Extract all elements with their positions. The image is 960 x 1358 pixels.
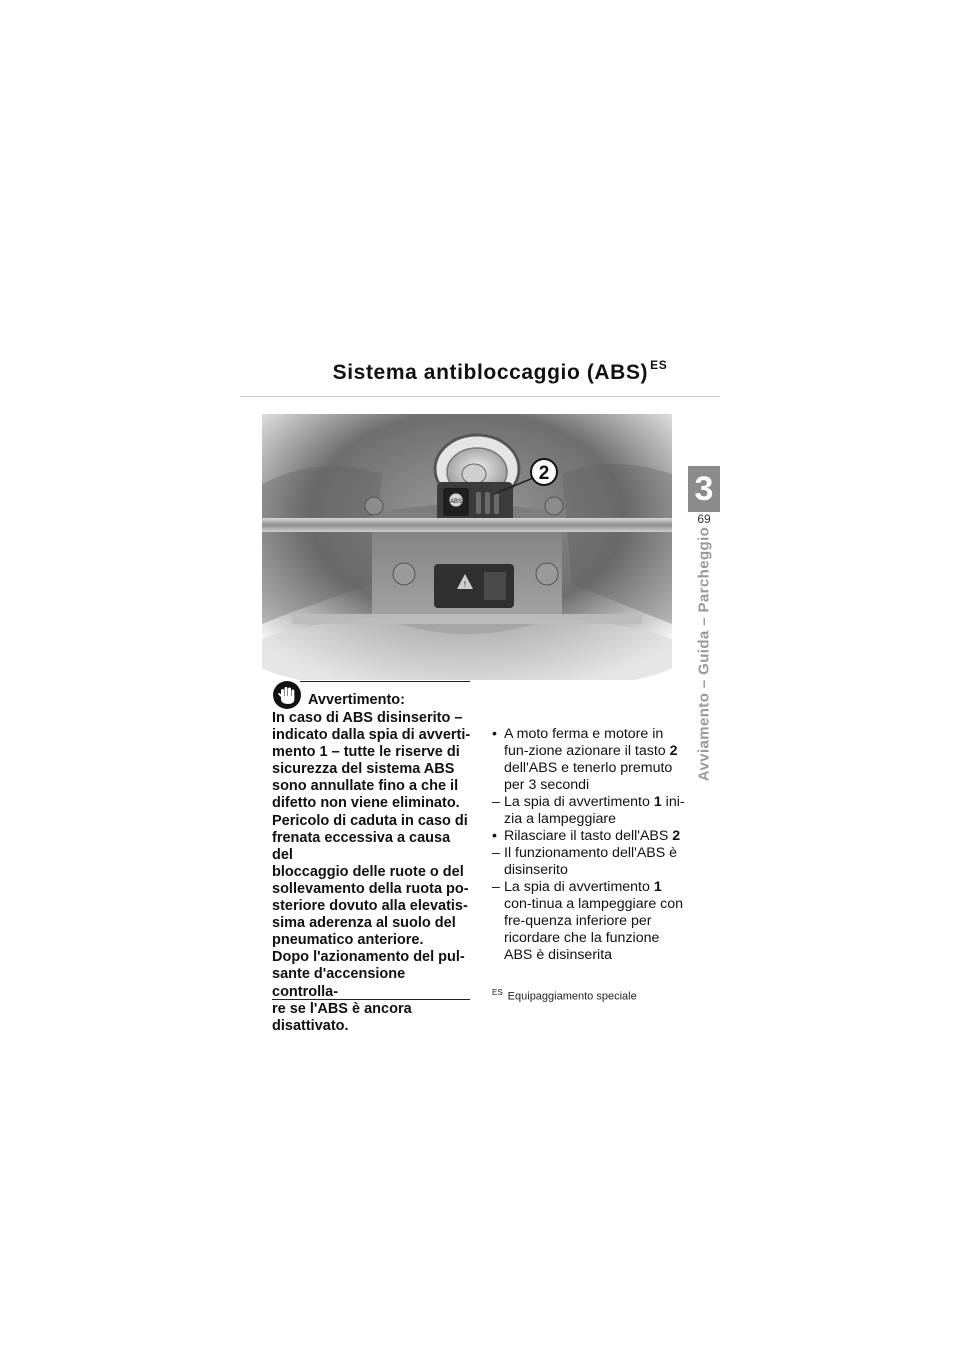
svg-text:!: ! (463, 580, 467, 589)
step-text: A moto ferma e motore in fun-zione azionare il tasto (504, 726, 670, 759)
procedure-step (492, 879, 690, 964)
procedure-step (492, 726, 690, 794)
procedure-step (492, 828, 690, 845)
warning-line: frenata eccessiva a causa del (272, 829, 451, 863)
warning-line: sima aderenza al suolo del (272, 915, 456, 932)
warning-line: steriore dovuto alla elevatis- (272, 898, 468, 915)
warning-line: In caso di ABS disinserito – (272, 710, 463, 726)
warning-line: Pericolo di caduta in caso di (272, 812, 468, 829)
warning-line: indicato dalla spia di avverti- (272, 727, 471, 744)
step-marker: – (492, 794, 500, 810)
stop-hand-icon (272, 680, 302, 710)
warning-line: mento 1 – tutte le riserve di (272, 744, 460, 761)
warning-line: sicurezza del sistema ABS (272, 761, 455, 778)
footnote-text: Equipaggiamento speciale (507, 990, 637, 1003)
step-text-continued: dell'ABS e tenerlo premuto per 3 secondi (504, 760, 673, 793)
page-number: 69 (697, 512, 711, 526)
step-reference-number: 2 (669, 743, 678, 759)
chapter-number: 3 (694, 470, 714, 508)
warning-line: pneumatico anteriore. (272, 932, 424, 949)
step-text: La spia di avvertimento (504, 794, 654, 810)
page-title (300, 360, 700, 385)
warning-line: difetto non viene eliminato. (272, 795, 460, 812)
step-marker: • (492, 828, 497, 844)
warning-bottom-rule (272, 999, 470, 1000)
warning-line: sante d'accensione controlla- (272, 966, 406, 1000)
page-title-text: Sistema antibloccaggio (ABS) (332, 361, 649, 384)
warning-line: sollevamento della ruota po- (272, 880, 469, 897)
step-reference-number: 1 (653, 794, 662, 810)
warning-body (272, 710, 472, 1035)
step-marker: – (492, 879, 500, 895)
step-text: La spia di avvertimento (504, 879, 654, 895)
callout-2: 2 (538, 463, 550, 484)
warning-line: bloccaggio delle ruote o del (272, 863, 464, 880)
title-superscript: ES (650, 358, 668, 372)
abs-switch-label: ABS (449, 499, 463, 505)
warning-line: re se l'ABS è ancora (272, 1000, 412, 1017)
handlebar-photo (262, 414, 672, 680)
side-section-label: Avviamento – Guida – Parcheggio (695, 526, 713, 782)
footnote-superscript: ES (492, 988, 503, 997)
chapter-marker (688, 466, 720, 512)
step-marker: • (492, 726, 497, 742)
step-reference-number: 1 (653, 879, 662, 895)
warning-heading: Avvertimento: (308, 692, 405, 708)
warning-line: sono annullate fino a che il (272, 778, 459, 795)
step-marker: – (492, 845, 500, 861)
step-text: Il funzionamento dell'ABS è disinserito (504, 845, 678, 878)
title-divider (240, 396, 720, 397)
step-text-continued: ini-zia a lampeggiare (504, 794, 685, 827)
warning-line: disattivato. (272, 1017, 349, 1034)
step-reference-number: 2 (672, 828, 681, 844)
warning-line: Dopo l'azionamento del pul- (272, 949, 465, 966)
warning-top-rule (300, 681, 470, 682)
procedure-steps (492, 726, 690, 964)
step-text: Rilasciare il tasto dell'ABS (504, 828, 673, 844)
procedure-step (492, 845, 690, 879)
footnote (492, 988, 637, 1003)
procedure-step (492, 794, 690, 828)
step-text-continued: con-tinua a lampeggiare con fre-quenza inferiore per ricordare che la funzione ABS è disinserita (504, 896, 684, 963)
